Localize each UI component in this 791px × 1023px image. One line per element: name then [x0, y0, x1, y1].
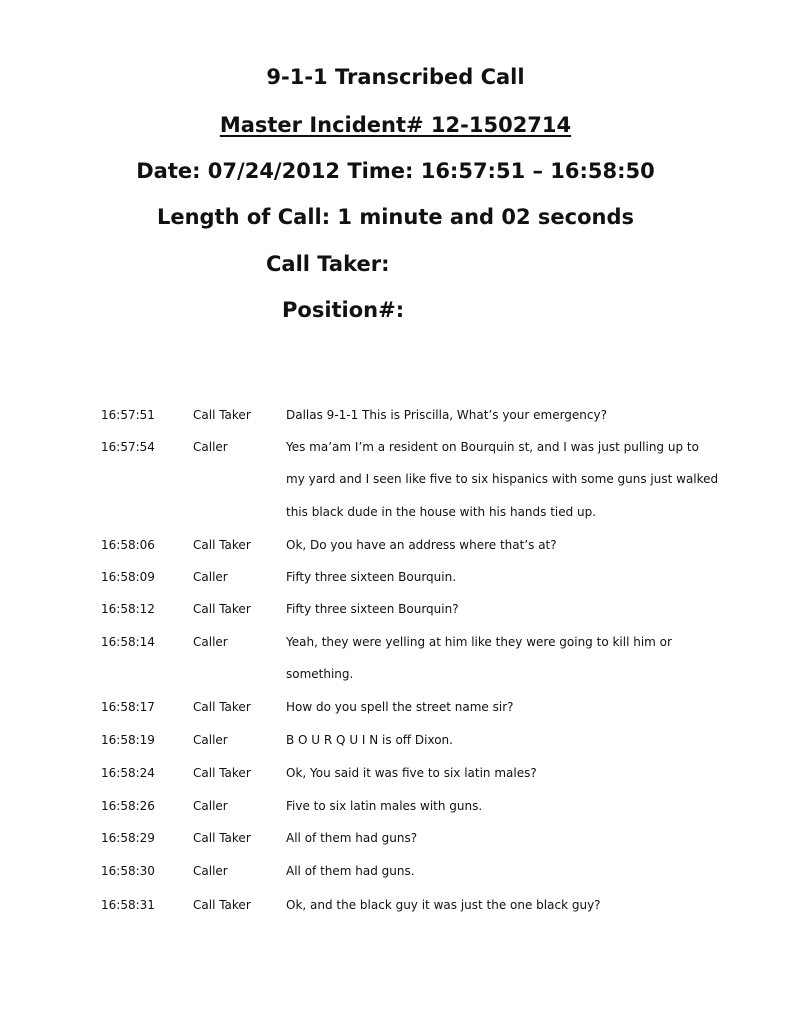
transcript-row: [0, 696, 791, 718]
row-speaker: Call Taker: [193, 700, 251, 714]
row-time: 16:58:30: [101, 864, 155, 878]
document-title: 9-1-1 Transcribed Call: [266, 65, 525, 89]
row-text: All of them had guns?: [286, 831, 418, 845]
row-text: All of them had guns.: [286, 864, 415, 878]
transcript-row: [0, 762, 791, 784]
row-text: Ok, Do you have an address where that’s at?: [286, 538, 557, 552]
row-speaker: Caller: [193, 799, 228, 813]
row-time: 16:58:31: [101, 898, 155, 912]
row-time: 16:58:06: [101, 538, 155, 552]
row-time: 16:58:26: [101, 799, 155, 813]
row-speaker: Call Taker: [193, 408, 251, 422]
row-time: 16:58:29: [101, 831, 155, 845]
transcript-row: [0, 501, 791, 523]
row-time: 16:58:24: [101, 766, 155, 780]
transcript-row: [0, 729, 791, 751]
transcript-row: [0, 436, 791, 458]
transcript-row: [0, 631, 791, 653]
transcript-row: [0, 663, 791, 685]
row-text: Fifty three sixteen Bourquin.: [286, 570, 457, 584]
row-speaker: Caller: [193, 864, 228, 878]
row-speaker: Caller: [193, 635, 228, 649]
row-time: 16:57:51: [101, 408, 155, 422]
transcript-row: [0, 894, 791, 916]
row-time: 16:58:19: [101, 733, 155, 747]
row-speaker: Caller: [193, 570, 228, 584]
row-speaker: Caller: [193, 733, 228, 747]
transcript-row: [0, 860, 791, 882]
row-speaker: Call Taker: [193, 538, 251, 552]
row-text: Five to six latin males with guns.: [286, 799, 483, 813]
call-taker-label: Call Taker:: [266, 252, 390, 276]
row-text: Ok, and the black guy it was just the one black guy?: [286, 898, 601, 912]
transcript-row: [0, 566, 791, 588]
row-text: Yeah, they were yelling at him like they were going to kill him or: [286, 635, 672, 649]
row-speaker: Caller: [193, 440, 228, 454]
row-text: Yes ma’am I’m a resident on Bourquin st, and I was just pulling up to: [286, 440, 699, 454]
transcript-row: [0, 795, 791, 817]
call-length: Length of Call: 1 minute and 02 seconds: [156, 205, 635, 229]
row-text: How do you spell the street name sir?: [286, 700, 514, 714]
transcript-row: [0, 534, 791, 556]
row-speaker: Call Taker: [193, 602, 251, 616]
row-time: 16:58:17: [101, 700, 155, 714]
row-text: my yard and I seen like five to six hispanics with some guns just walked: [286, 472, 719, 486]
transcript-row: [0, 468, 791, 490]
call-date-time: Date: 07/24/2012 Time: 16:57:51 – 16:58:50: [136, 159, 655, 183]
row-text: Fifty three sixteen Bourquin?: [286, 602, 459, 616]
row-text: Ok, You said it was five to six latin males?: [286, 766, 537, 780]
transcript-row: [0, 404, 791, 426]
row-time: 16:57:54: [101, 440, 155, 454]
row-speaker: Call Taker: [193, 766, 251, 780]
row-speaker: Call Taker: [193, 898, 251, 912]
row-time: 16:58:12: [101, 602, 155, 616]
transcript-row: [0, 827, 791, 849]
row-text: B O U R Q U I N is off Dixon.: [286, 733, 453, 747]
transcript-row: [0, 598, 791, 620]
row-time: 16:58:09: [101, 570, 155, 584]
row-speaker: Call Taker: [193, 831, 251, 845]
row-text: this black dude in the house with his hands tied up.: [286, 505, 597, 519]
position-label: Position#:: [282, 298, 405, 322]
incident-number: Master Incident# 12-1502714: [219, 113, 572, 137]
row-text: something.: [286, 667, 354, 681]
row-text: Dallas 9-1-1 This is Priscilla, What’s your emergency?: [286, 408, 607, 422]
row-time: 16:58:14: [101, 635, 155, 649]
